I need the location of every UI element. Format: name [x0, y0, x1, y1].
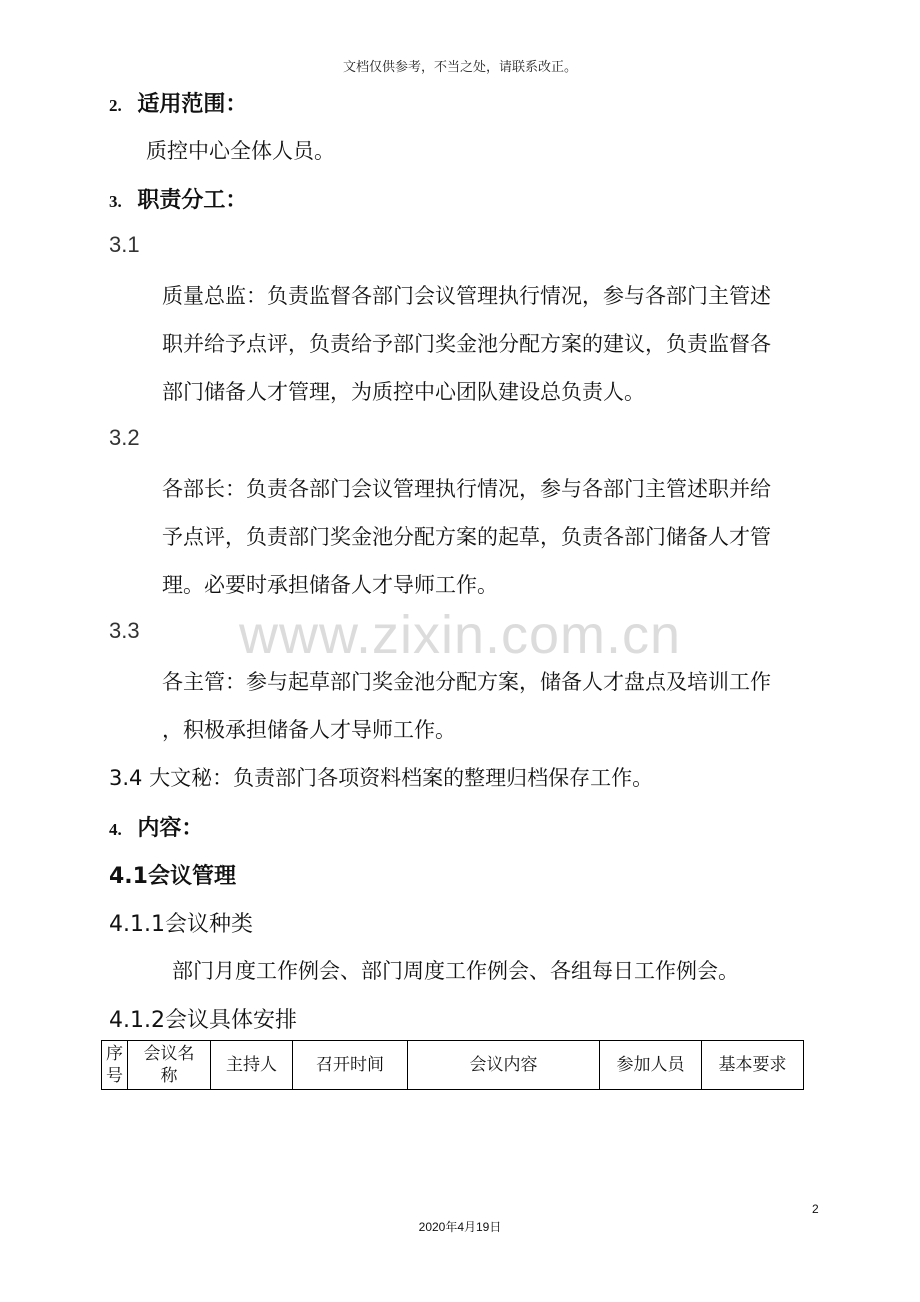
section-3-heading — [109, 183, 247, 214]
table-header-cell — [702, 1041, 804, 1090]
item-3-2-line-3: 理。必要时承担储备人才导师工作。 — [162, 573, 498, 597]
item-3-2-line-1: 各部长：负责各部门会议管理执行情况，参与各部门主管述职并给 — [162, 477, 771, 501]
table-header-cell — [128, 1041, 211, 1090]
item-3-3-line-2: ，积极承担储备人才导师工作。 — [162, 718, 456, 742]
subsection-4-1: 4.1会议管理 — [109, 864, 236, 889]
subsection-4-1-1: 4.1.1会议种类 — [109, 912, 253, 937]
item-3-2-line-2: 予点评，负责部门奖金池分配方案的起草，负责各部门储备人才管 — [162, 525, 771, 549]
table-header-cell — [293, 1041, 408, 1090]
section-2-number: 2. — [109, 96, 122, 115]
table-header-cell — [102, 1041, 128, 1090]
section-3-number: 3. — [109, 192, 122, 211]
section-4-number: 4. — [109, 820, 122, 839]
table-header-cell — [600, 1041, 702, 1090]
item-3-1-number: 3.1 — [109, 232, 140, 257]
item-3-4: 3.4 大文秘：负责部门各项资料档案的整理归档保存工作。 — [109, 766, 654, 790]
section-4-title: 内容： — [137, 816, 204, 841]
meeting-types-text: 部门月度工作例会、部门周度工作例会、各组每日工作例会。 — [172, 959, 739, 983]
item-3-3-line-1: 各主管：参与起草部门奖金池分配方案，储备人才盘点及培训工作 — [162, 670, 771, 694]
item-3-2-number: 3.2 — [109, 425, 140, 450]
page-number: 2 — [812, 1202, 819, 1216]
table-header-cell — [211, 1041, 293, 1090]
header-note: 文档仅供参考，不当之处，请联系改正。 — [342, 60, 577, 75]
header-seq-top: 序 — [106, 1044, 123, 1064]
table-header-row — [102, 1041, 804, 1090]
header-host: 主持人 — [226, 1055, 277, 1075]
section-2-text: 质控中心全体人员。 — [146, 139, 335, 163]
subsection-4-1-2: 4.1.2会议具体安排 — [109, 1008, 297, 1033]
header-requirements: 基本要求 — [718, 1055, 787, 1075]
watermark: www.zixin.com.cn — [238, 605, 682, 665]
section-3-title: 职责分工： — [137, 188, 248, 213]
section-2-heading — [109, 87, 247, 118]
table-header-cell — [408, 1041, 600, 1090]
item-3-1-line-2: 职并给予点评，负责给予部门奖金池分配方案的建议，负责监督各 — [162, 332, 771, 356]
section-2-title: 适用范围： — [137, 92, 248, 117]
header-meeting-name-top: 会议名 — [143, 1044, 195, 1064]
footer-date: 2020年4月19日 — [418, 1220, 502, 1234]
header-time: 召开时间 — [316, 1055, 384, 1075]
section-4-heading — [109, 811, 203, 842]
item-3-3-number: 3.3 — [109, 618, 140, 643]
header-meeting-name-bottom: 称 — [160, 1066, 178, 1086]
header-attendees: 参加人员 — [616, 1055, 685, 1075]
header-content: 会议内容 — [469, 1055, 538, 1075]
item-3-1-line-3: 部门储备人才管理，为质控中心团队建设总负责人。 — [162, 380, 645, 404]
header-seq-bottom: 号 — [106, 1066, 123, 1086]
item-3-1-line-1: 质量总监：负责监督各部门会议管理执行情况，参与各部门主管述 — [162, 284, 771, 308]
meeting-schedule-table — [101, 1040, 804, 1090]
